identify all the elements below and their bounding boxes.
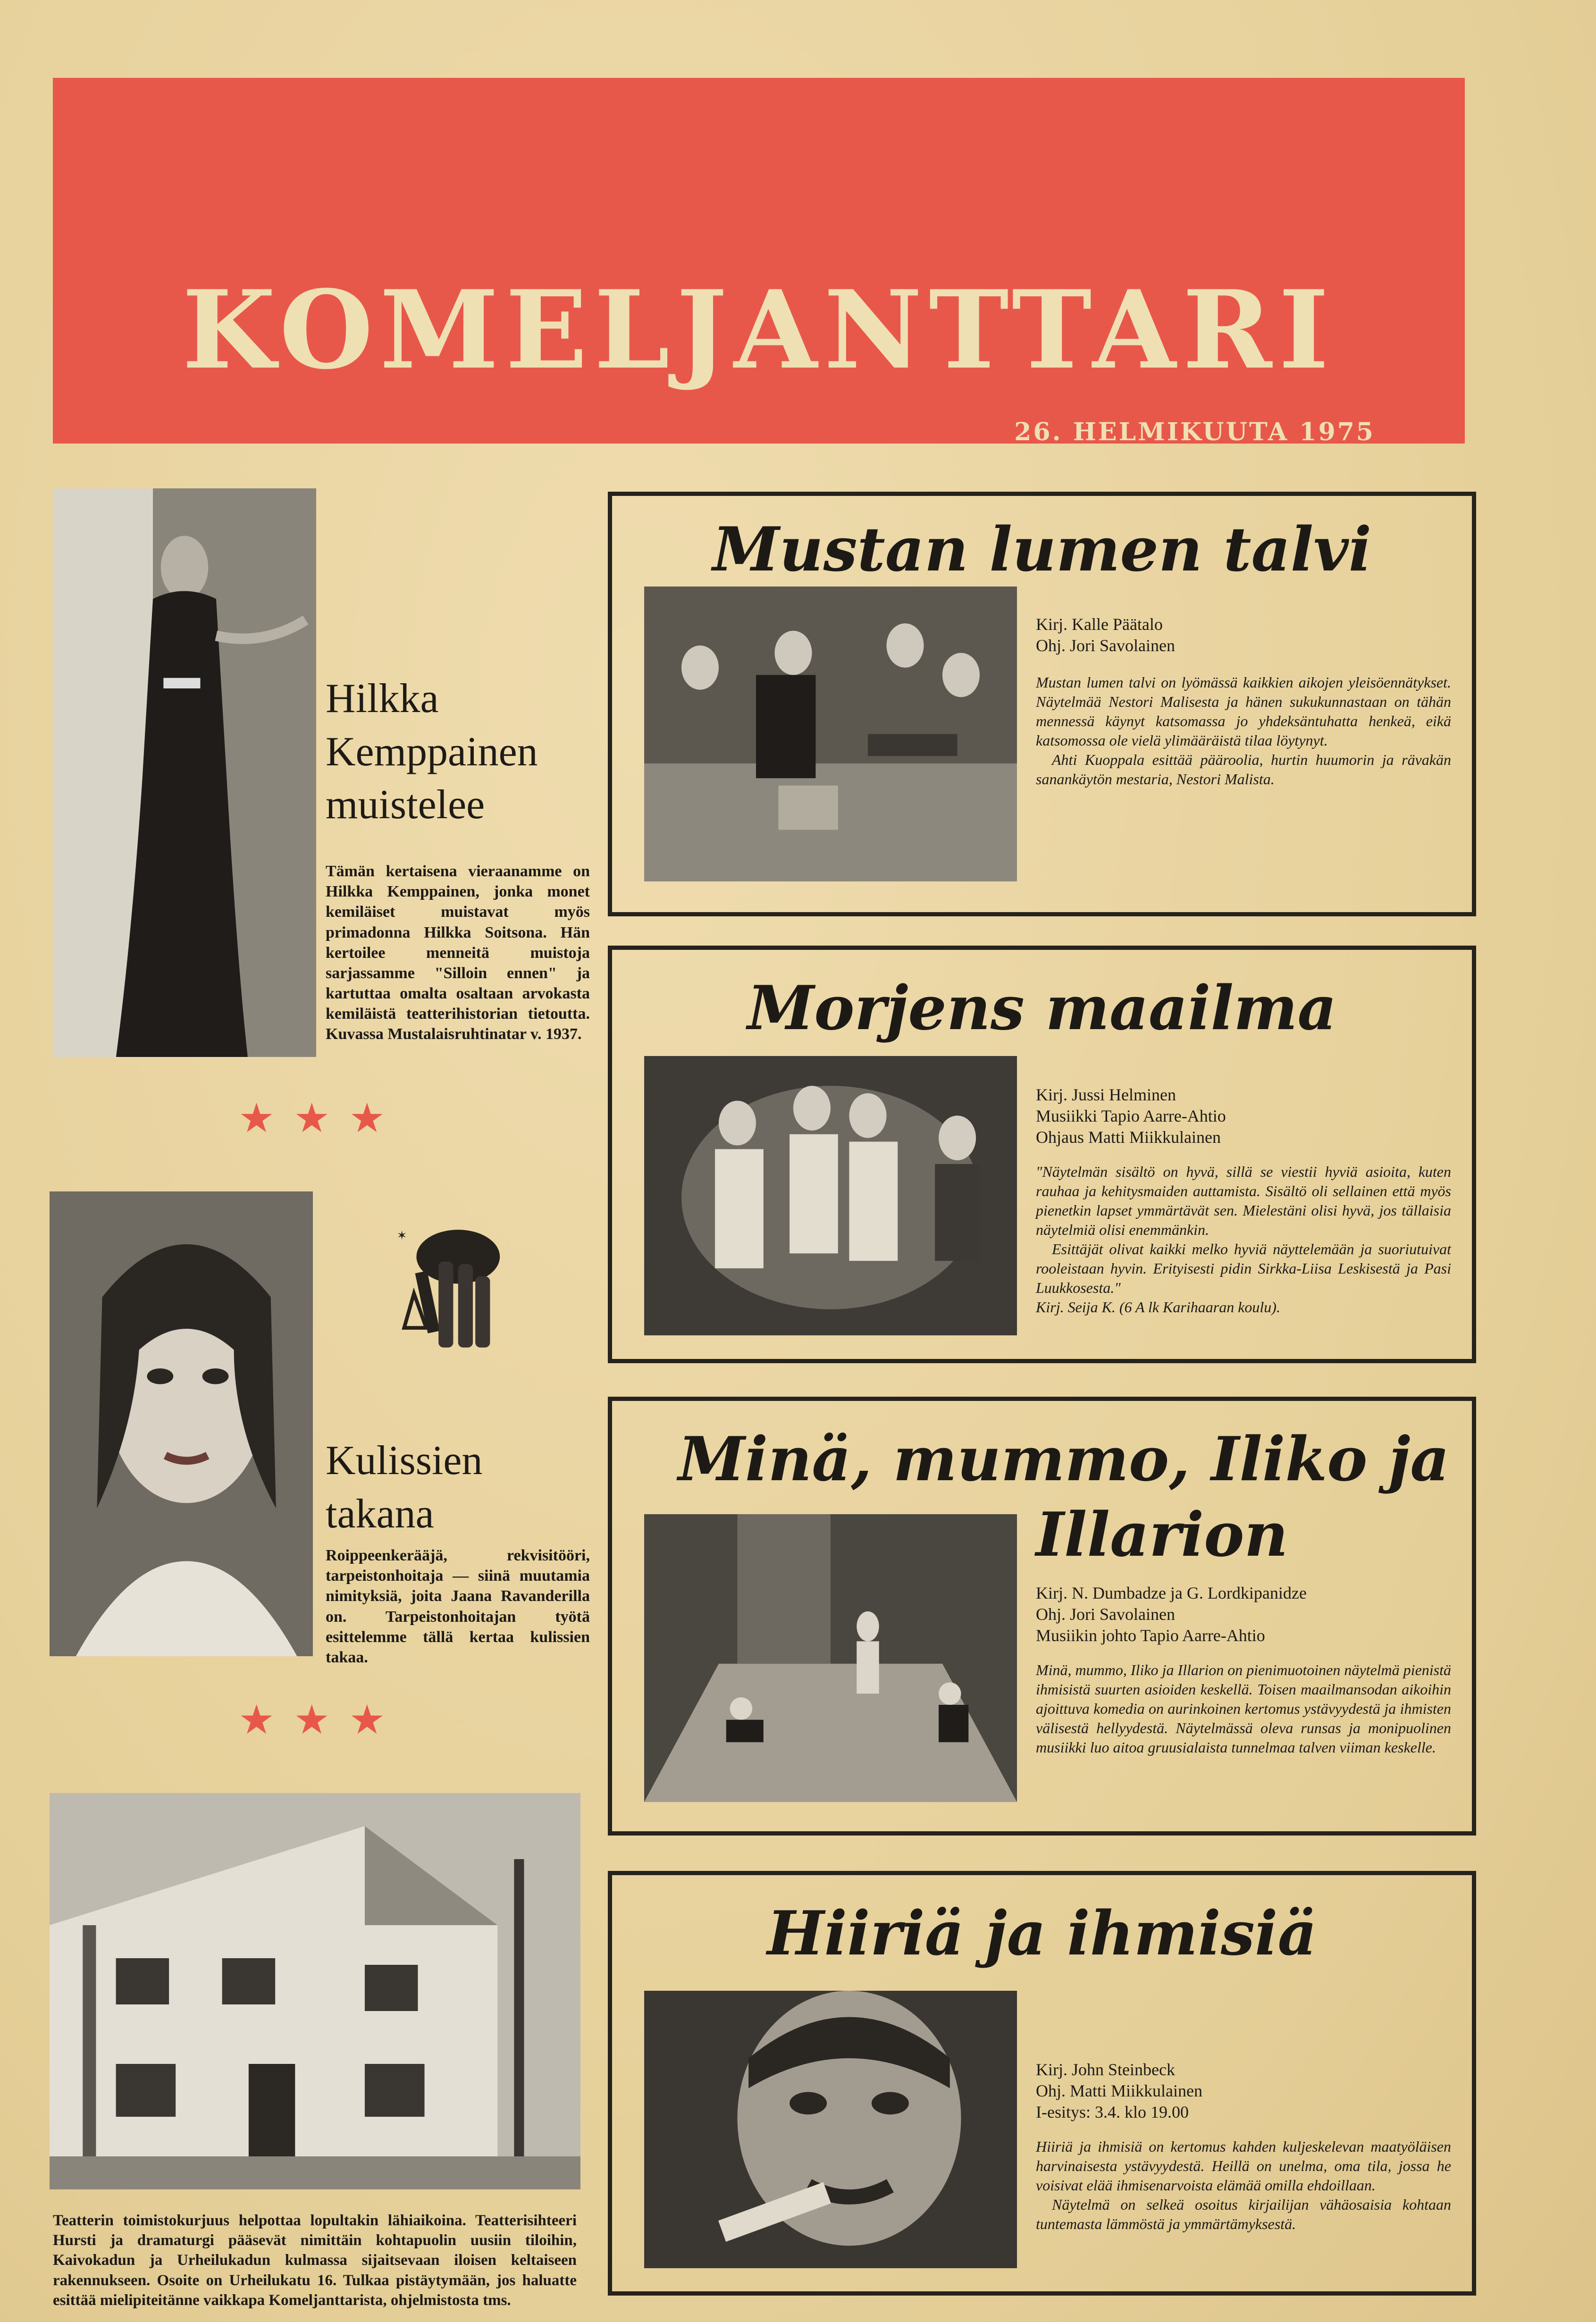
- credit-line: Ohjaus Matti Miikkulainen: [1036, 1128, 1221, 1147]
- credit-line: Musiikki Tapio Aarre-Ahtio: [1036, 1107, 1226, 1125]
- credit-line: Ohj. Jori Savolainen: [1036, 636, 1175, 655]
- play-title: Mustan lumen talvi: [712, 514, 1372, 585]
- credit-line: Kirj. N. Dumbadze ja G. Lordkipanidze: [1036, 1584, 1307, 1602]
- star-divider: ★★★: [238, 1095, 404, 1142]
- credit-line: Ohj. Jori Savolainen: [1036, 1605, 1175, 1624]
- issue-date: 26. HELMIKUUTA 1975: [1014, 418, 1375, 446]
- play-title-line1: Minä, mummo, Iliko ja: [678, 1424, 1450, 1495]
- play-credits: [1036, 1583, 1451, 1646]
- article-heading-hilkka: [326, 672, 590, 832]
- svg-text:✶: ✶: [396, 1228, 407, 1243]
- play-box-hiiria-ja-ihmisia: [608, 1871, 1476, 2296]
- play-review: [1036, 2137, 1451, 2234]
- play-review: [1036, 1162, 1451, 1317]
- photo-jaana-ravander: [50, 1191, 313, 1656]
- play-box-morjens-maailma: [608, 946, 1476, 1363]
- review-paragraph: Minä, mummo, Iliko ja Illarion on pienimuotoinen näytelmä pienistä ihmisistä suurten asioiden keskellä. Toisen maailmansodan aikoihin ajoittuva komedia on aurinkoinen kertomus ystävyydestä ja ihmisten välisestä hellyydestä. Näytelmässä oleva runsas ja monipuolinen musiikki luo aitoa gruusialaista tunnelmaa talven viiman keskelle.: [1036, 1661, 1451, 1756]
- play-review: [1036, 1660, 1451, 1757]
- play-credits: [1036, 2059, 1442, 2123]
- review-paragraph: Ahti Kuoppala esittää pääroolia, hurtin huumorin ja rävakän sanankäytön mestaria, Nestori Malista.: [1036, 751, 1451, 788]
- review-paragraph: Mustan lumen talvi on lyömässä kaikkien aikojen yleisöennätykset. Näytelmää Nestori Malisesta ja hänen sukukunnastaan on tähän mennessä käynyt katsomassa jo yhdeksäntuhatta henkeä, eikä katsomossa ole vielä ylimääräistä tilaa löytynyt.: [1036, 674, 1451, 749]
- play-photo: [644, 1514, 1017, 1802]
- article-body-kulissien: Roippeenkerääjä, rekvisitööri, tarpeistonhoitaja — siinä muutamia nimityksiä, joita Jaana Ravanderilla on. Tarpeistonhoitajan työtä esittelemme tällä kertaa kulissien takaa.: [326, 1547, 590, 1666]
- credit-line: Kirj. Jussi Helminen: [1036, 1085, 1176, 1104]
- newspaper-title: KOMELJANTTARI: [182, 267, 1336, 393]
- play-box-mustan-lumen-talvi: [608, 492, 1476, 916]
- photo-hilkka-kemppainen: [53, 488, 316, 1057]
- article-heading-kulissien: [326, 1434, 571, 1541]
- credit-line: Kirj. John Steinbeck: [1036, 2060, 1175, 2079]
- review-paragraph: Hiiriä ja ihmisiä on kertomus kahden kuljeskelevan maatyöläisen harvinaisesta ystävyydestä. Heillä on unelma, oma tila, jossa he voisivat elää ihmisenarvoista elämää omilla ehdoillaan.: [1036, 2138, 1451, 2194]
- bottles-illustration-icon: [387, 1222, 510, 1364]
- play-credits: [1036, 614, 1442, 656]
- star-divider: ★★★: [238, 1696, 404, 1744]
- heading-text: Hilkka Kemppainen muistelee: [326, 676, 538, 828]
- play-photo: [644, 587, 1017, 881]
- heading-text: Kulissien takana: [326, 1438, 483, 1537]
- play-credits: [1036, 1084, 1442, 1148]
- credit-line: Musiikin johto Tapio Aarre-Ahtio: [1036, 1626, 1265, 1645]
- play-review: [1036, 673, 1451, 789]
- play-title-line2: Illarion: [1036, 1500, 1288, 1570]
- photo-theatre-office-building: [50, 1793, 580, 2189]
- play-photo: [644, 1991, 1017, 2268]
- review-paragraph: Kirj. Seija K. (6 A lk Karihaaran koulu).: [1036, 1298, 1280, 1316]
- play-title: Hiiriä ja ihmisiä: [767, 1898, 1317, 1969]
- play-title: Morjens maailma: [747, 973, 1337, 1044]
- masthead-banner: [53, 78, 1465, 444]
- article-body-hilkka: Tämän kertaisena vieraanamme on Hilkka Kemppainen, jonka monet kemiläiset muistavat myös primadonna Hilkka Soitsona. Hän kertoilee menneitä muistoja sarjassamme "Silloin ennen" ja kartuttaa omalta osaltaan arvokasta kemiläistä teatterihistorian tietoutta. Kuvassa Mustalaisruhtinatar v. 1937.: [326, 863, 590, 1043]
- review-paragraph: Näytelmä on selkeä osoitus kirjailijan vähäosaisia kohtaan tuntemasta lämmöstä ja ymmärtämyksestä.: [1036, 2196, 1451, 2232]
- article-body-office: Teatterin toimistokurjuus helpottaa lopultakin lähiaikoina. Teatterisihteeri Hursti ja dramaturgi pääsevät nimittäin kohtapuolin uusiin tiloihin, Kaivokadun ja Urheilukadun kulmassa sijaitsevaan iloisen keltaiseen rakennukseen. Osoite on Urheilukatu 16. Tulkaa pistäytymään, jos haluatte esittää mielipiteitänne vaikkapa Komeljanttarista, ohjelmistosta tms.: [53, 2212, 577, 2309]
- credit-line: I-esitys: 3.4. klo 19.00: [1036, 2103, 1189, 2121]
- play-photo: [644, 1056, 1017, 1335]
- play-box-mina-mummo-iliko-ja-illarion: [608, 1397, 1476, 1836]
- review-paragraph: "Näytelmän sisältö on hyvä, sillä se viestii hyviä asioita, kuten rauhaa ja kehitysmaiden auttamista. Sisältö oli sellainen että myös pienetkin lapset ymmärtävät sen. Mielestäni olisi hyvä, jos tällaisia näytelmiä olisi enemmänkin.: [1036, 1163, 1451, 1238]
- review-paragraph: Esittäjät olivat kaikki melko hyviä näyttelemään ja suoriutuivat rooleistaan hyvin. Erityisesti pidin Sirkka-Liisa Leskisestä ja Pasi Luukkosesta.": [1036, 1240, 1451, 1296]
- credit-line: Kirj. Kalle Päätalo: [1036, 615, 1163, 634]
- credit-line: Ohj. Matti Miikkulainen: [1036, 2081, 1202, 2100]
